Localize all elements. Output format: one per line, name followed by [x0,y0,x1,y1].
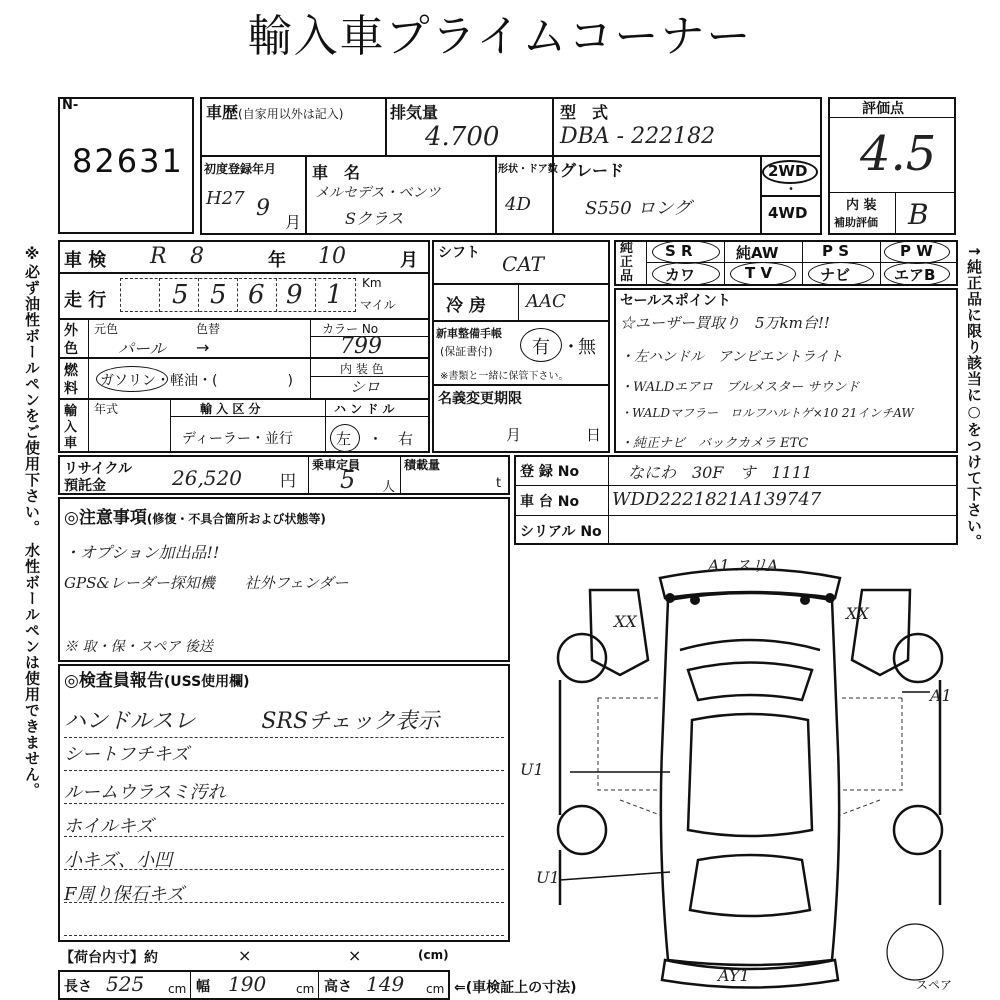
handle-left-circle [330,424,360,452]
genuine-ps: P S [822,242,850,260]
registration-value: なにわ 30F す 1111 [628,463,813,482]
inspection-month: 10 [318,244,346,269]
side-note-left: ※必ず油性ボールペンをご使用下さい。 水性ボールペンは使用できません。 [23,245,41,799]
cargo-label: 【荷台内寸】約 [60,950,158,966]
maintenance-yes: 有 [532,337,550,358]
interior-color-value: シロ [350,378,381,396]
lot-prefix: N- [62,98,79,113]
fuel-selected-circle [96,366,168,392]
ac-value: AAC [526,291,566,312]
chassis-label: 車 台 No [520,494,580,510]
serial-label: シリアル No [520,524,602,540]
displacement-label: 排気量 [390,103,439,122]
caution-label: ◎注意事項(修復・不具合箇所および状態等) [64,508,326,528]
displacement-value: 4.700 [425,122,500,152]
height-unit: cm [426,982,445,996]
capacity-label: 乗車定員 [312,458,361,472]
inspector-line: ルームウラスミ汚れ [64,782,226,803]
genuine-pw: P W [900,242,933,260]
color-no-value: 799 [340,334,382,359]
mileage-unit-km: Km [362,276,382,290]
genuine-airbag: エアB [894,266,936,284]
import-label-3: 車 [64,436,78,451]
score-value: 4.5 [860,126,937,182]
inspection-month-unit: 月 [400,250,418,271]
interior-color-label: 内 装 色 [340,362,384,376]
ext-color-label-2: 色 [64,341,78,357]
lot-number: 82631 [72,142,184,180]
height-value: 149 [366,972,405,996]
mileage-digit: 9 [286,280,303,310]
maintenance-no: 無 [578,337,596,358]
import-type-label: 輸 入 区 分 [200,402,261,416]
chassis-value: WDD2221821A139747 [612,489,822,510]
recycle-label-2: 預託金 [64,478,106,494]
shift-label: シフト [438,245,480,261]
car-name-label: 車 名 [312,163,361,182]
ext-color-value: パール [118,339,166,358]
mileage-digits [120,278,356,312]
maintenance-label-2: (保証書付) [440,345,493,358]
sales-point-line: ・純正ナビ バックカメラ ETC [620,436,809,451]
fuel-label-1: 燃 [64,363,78,379]
recycle-unit: 円 [280,471,297,490]
drive-sep: ・ [785,182,798,196]
first-reg-unit: 月 [285,213,302,232]
diagram-left-mid-note: U1 [520,760,544,779]
mileage-digit: 6 [248,280,265,310]
load-unit: t [496,476,502,491]
caution-line: ※ 取・保・スペア 後送 [64,639,213,655]
model-code-value: DBA - 222182 [560,124,716,149]
ext-color-changed-label: 色替 [196,322,221,336]
diagram-top-note: A1 スリA [708,556,779,575]
handle-right: 右 [398,430,414,448]
fuel-options: ガソリン・軽油・( ) [100,373,293,389]
sales-point-line: ・WALDマフラー ロルフハルトゲ×10 21インチAW [620,406,914,420]
cargo-x1: × [238,946,252,965]
score-label: 評価点 [862,101,904,117]
first-reg-label: 初度登録年月 [204,162,277,176]
genuine-sr: S R [665,242,693,260]
ext-color-arrow: → [196,338,210,357]
shift-value: CAT [502,252,544,276]
capacity-unit: 人 [382,480,396,495]
color-no-label: カラー No [322,322,379,336]
drive-4wd: 4WD [768,204,808,222]
caution-line: ・オプション加出品!! [64,543,220,562]
caution-line: GPS&レーダー探知機 社外フェンダー [64,574,349,592]
doors-value: 4D [505,194,531,215]
length-label: 長さ [64,979,92,995]
ac-label: 冷 房 [446,296,486,316]
load-label: 積載量 [404,458,441,472]
inspection-era: R [150,244,167,269]
mileage-unit-mile: マイル [360,298,396,312]
import-label-1: 輸 [64,404,78,419]
genuine-aw: 純AW [736,244,779,262]
grade-label: グレード [560,161,625,180]
inspector-line: 小キズ、小凹 [64,850,173,871]
sales-point-label: セールスポイント [620,293,731,309]
inspector-line: ホイルキズ [64,816,154,837]
ext-color-orig-label: 元色 [94,322,119,336]
registration-label: 登 録 No [520,464,580,480]
diagram-left-low-note: U1 [536,868,560,887]
handle-left: 左 [336,430,352,448]
mileage-label: 走 行 [64,290,107,311]
mileage-digit: 1 [326,280,343,310]
handle-sep: ・ [368,430,384,448]
width-label: 幅 [196,979,210,995]
inspector-label: ◎検査員報告(USS使用欄) [64,671,250,691]
model-code-label: 型 式 [560,103,609,122]
maintenance-label-1: 新車整備手帳 [436,327,502,340]
import-year-label: 年式 [94,402,119,416]
inspector-line: F周り保石キズ [64,884,185,905]
fuel-label-2: 料 [64,381,78,397]
maintenance-note: ※書類と一緒に保管下さい。 [440,371,569,382]
maintenance-sep: ・ [562,337,580,358]
diagram-spare-label: スペア [916,978,953,992]
grade-value: S550 ロング [585,198,692,219]
handle-label: ハ ン ド ル [334,402,395,416]
recycle-label-1: リサイクル [64,461,133,477]
inspector-line: ハンドルスレ SRSチェック表示 [64,709,440,734]
drive-2wd: 2WD [768,162,808,180]
diagram-right-mid-note: A1 [930,686,952,705]
height-label: 高さ [324,979,352,995]
genuine-label: 純正品 [620,241,634,284]
history-label: 車歴(自家用以外は記入) [206,103,344,122]
capacity-value: 5 [340,466,356,494]
genuine-navi: ナビ [820,266,851,284]
import-types: ディーラー・並行 [182,431,293,447]
inspection-label: 車 検 [64,250,107,271]
sales-point-line: ☆ユーザー買取り 5万km台!! [620,314,830,332]
dims-note: ⇐(車検証上の寸法) [454,980,577,996]
doors-label: 形状・ドア数 [498,164,558,175]
sales-point-line: ・WALDエアロ ブルメスター サウンド [620,380,860,395]
first-reg-year: H27 [206,188,245,209]
cargo-unit: (cm) [418,948,449,962]
car-maker: メルセデス・ベンツ [315,185,441,201]
diagram-left-top-note: XX [614,612,637,631]
first-reg-month: 9 [256,196,270,221]
width-value: 190 [228,972,267,996]
name-change-label: 名義変更期限 [438,391,522,407]
side-note-right: ↑純正品に限り該当に○をつけて下さい。 [965,245,983,550]
name-change-day: 日 [586,426,602,444]
interior-label-2: 補助評価 [834,216,878,229]
genuine-tv: T V [745,264,773,282]
inspection-year: 8 [190,244,204,269]
mileage-digit: 5 [210,280,227,310]
genuine-leather: カワ [665,266,696,284]
diagram-right-top-note: XX [846,604,869,623]
name-change-month: 月 [506,426,522,444]
inspection-year-unit: 年 [268,250,286,271]
recycle-value: 26,520 [172,466,242,490]
ext-color-label-1: 外 [64,323,78,339]
car-model: Sクラス [345,209,404,228]
page-title: 輸入車プライムコーナー [247,11,753,62]
diagram-bottom-note: AY1 [718,966,750,985]
width-unit: cm [296,982,315,996]
maintenance-yes-circle [520,328,562,362]
cargo-x2: × [348,946,362,965]
inspector-line: シートフチキズ [64,744,190,765]
interior-score: B [908,198,929,231]
mileage-digit: 5 [172,280,189,310]
interior-label-1: 内 装 [846,198,877,213]
length-unit: cm [168,982,187,996]
length-value: 525 [106,972,145,996]
sales-point-line: ・左ハンドル アンビエントライト [620,349,844,365]
car-damage-diagram [520,550,960,995]
import-label-2: 入 [64,420,78,435]
